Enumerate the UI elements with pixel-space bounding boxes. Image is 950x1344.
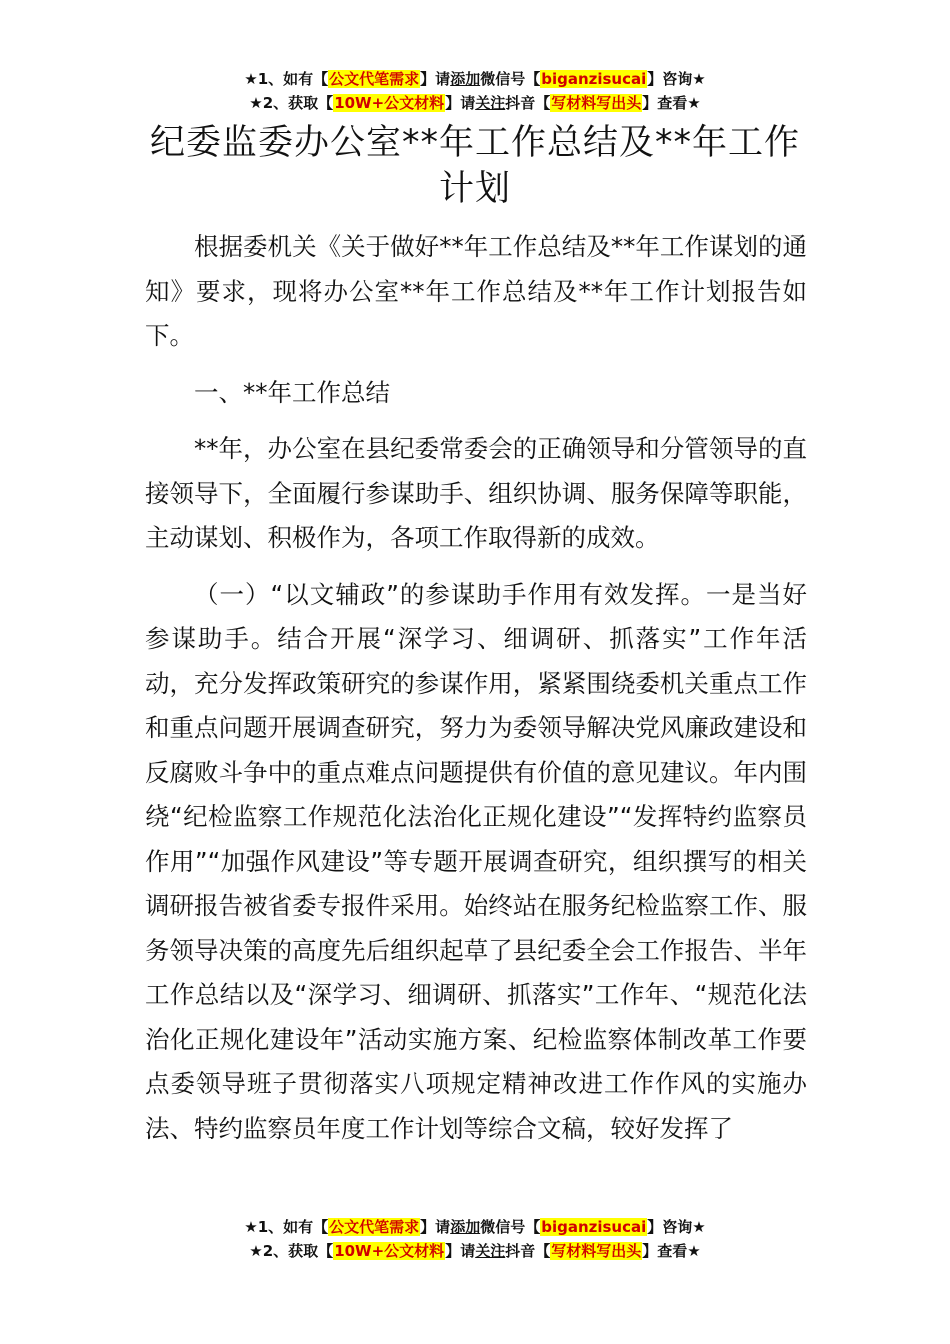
promo-text: 】请 [445, 94, 476, 112]
promo-underline: 添加 [450, 1218, 481, 1236]
promo-text: 】咨询★ [647, 70, 706, 88]
promo-line-2 [0, 1239, 950, 1263]
promo-text: 】请 [420, 1218, 451, 1236]
promo-text: ★1、如有【 [244, 1218, 329, 1236]
promo-text: 】查看★ [642, 94, 701, 112]
document-title: 纪委监委办公室**年工作总结及**年工作计划 [149, 123, 800, 209]
promo-text: 】咨询★ [647, 1218, 706, 1236]
promo-highlight: 10W+公文材料 [334, 1242, 445, 1260]
promo-text: 】请 [420, 70, 451, 88]
promo-text: ★1、如有【 [244, 70, 329, 88]
promo-highlight: 公文代笔需求 [329, 1218, 420, 1236]
promo-highlight: 写材料写出头 [551, 1242, 642, 1260]
promo-underline: 添加 [450, 70, 481, 88]
promo-text: 】查看★ [642, 1242, 701, 1260]
promo-underline: 关注 [475, 1242, 506, 1260]
promo-highlight: biganzisucai [541, 1218, 647, 1236]
section-heading: 一、**年工作总结 [194, 377, 390, 407]
promo-underline: 关注 [475, 94, 506, 112]
promo-highlight: 10W+公文材料 [334, 94, 445, 112]
promo-text: ★2、获取【 [249, 1242, 334, 1260]
promo-banner-top [0, 67, 950, 115]
promo-text: 抖音【 [505, 94, 551, 112]
promo-text: 】请 [445, 1242, 476, 1260]
promo-highlight: 写材料写出头 [551, 94, 642, 112]
promo-line-1 [0, 1215, 950, 1239]
promo-text: 抖音【 [505, 1242, 551, 1260]
paragraph-section-1: （一）“以文辅政”的参谋助手作用有效发挥。一是当好参谋助手。结合开展“深学习、细调研、抓落实”工作年活动，充分发挥政策研究的参谋作用，紧紧围绕委机关重点工作和重点问题开展调查研究，努力为委领导解决党风廉政建设和反腐败斗争中的重点难点问题提供有价值的意见建议。年内围绕“纪检监察工作规范化法治化正规化建设”“发挥特约监察员作用”“加强作风建设”等专题开展调查研究，组织撰写的相关调研报告被省委专报件采用。始终站在服务纪检监察工作、服务领导决策的高度先后组织起草了县纪委全会工作报告、半年工作总结以及“深学习、细调研、抓落实”工作年、“规范化法治化正规化建设年”活动实施方案、纪检监察体制改革工作要点委领导班子贯彻落实八项规定精神改进工作作风的实施办法、特约监察员年度工作计划等综合文稿，较好发挥了 [145, 579, 807, 1143]
promo-line-1 [0, 67, 950, 91]
document-body [145, 225, 807, 1151]
promo-text: 微信号【 [480, 70, 541, 88]
promo-line-2 [0, 91, 950, 115]
paragraph-intro: 根据委机关《关于做好**年工作总结及**年工作谋划的通知》要求，现将办公室**年工作总结及**年工作计划报告如下。 [145, 232, 807, 350]
promo-highlight: 公文代笔需求 [329, 70, 420, 88]
promo-highlight: biganzisucai [541, 70, 647, 88]
promo-banner-bottom [0, 1215, 950, 1263]
paragraph-summary: **年，办公室在县纪委常委会的正确领导和分管领导的直接领导下，全面履行参谋助手、组织协调、服务保障等职能，主动谋划、积极作为，各项工作取得新的成效。 [145, 434, 807, 552]
promo-text: 微信号【 [480, 1218, 541, 1236]
promo-text: ★2、获取【 [249, 94, 334, 112]
